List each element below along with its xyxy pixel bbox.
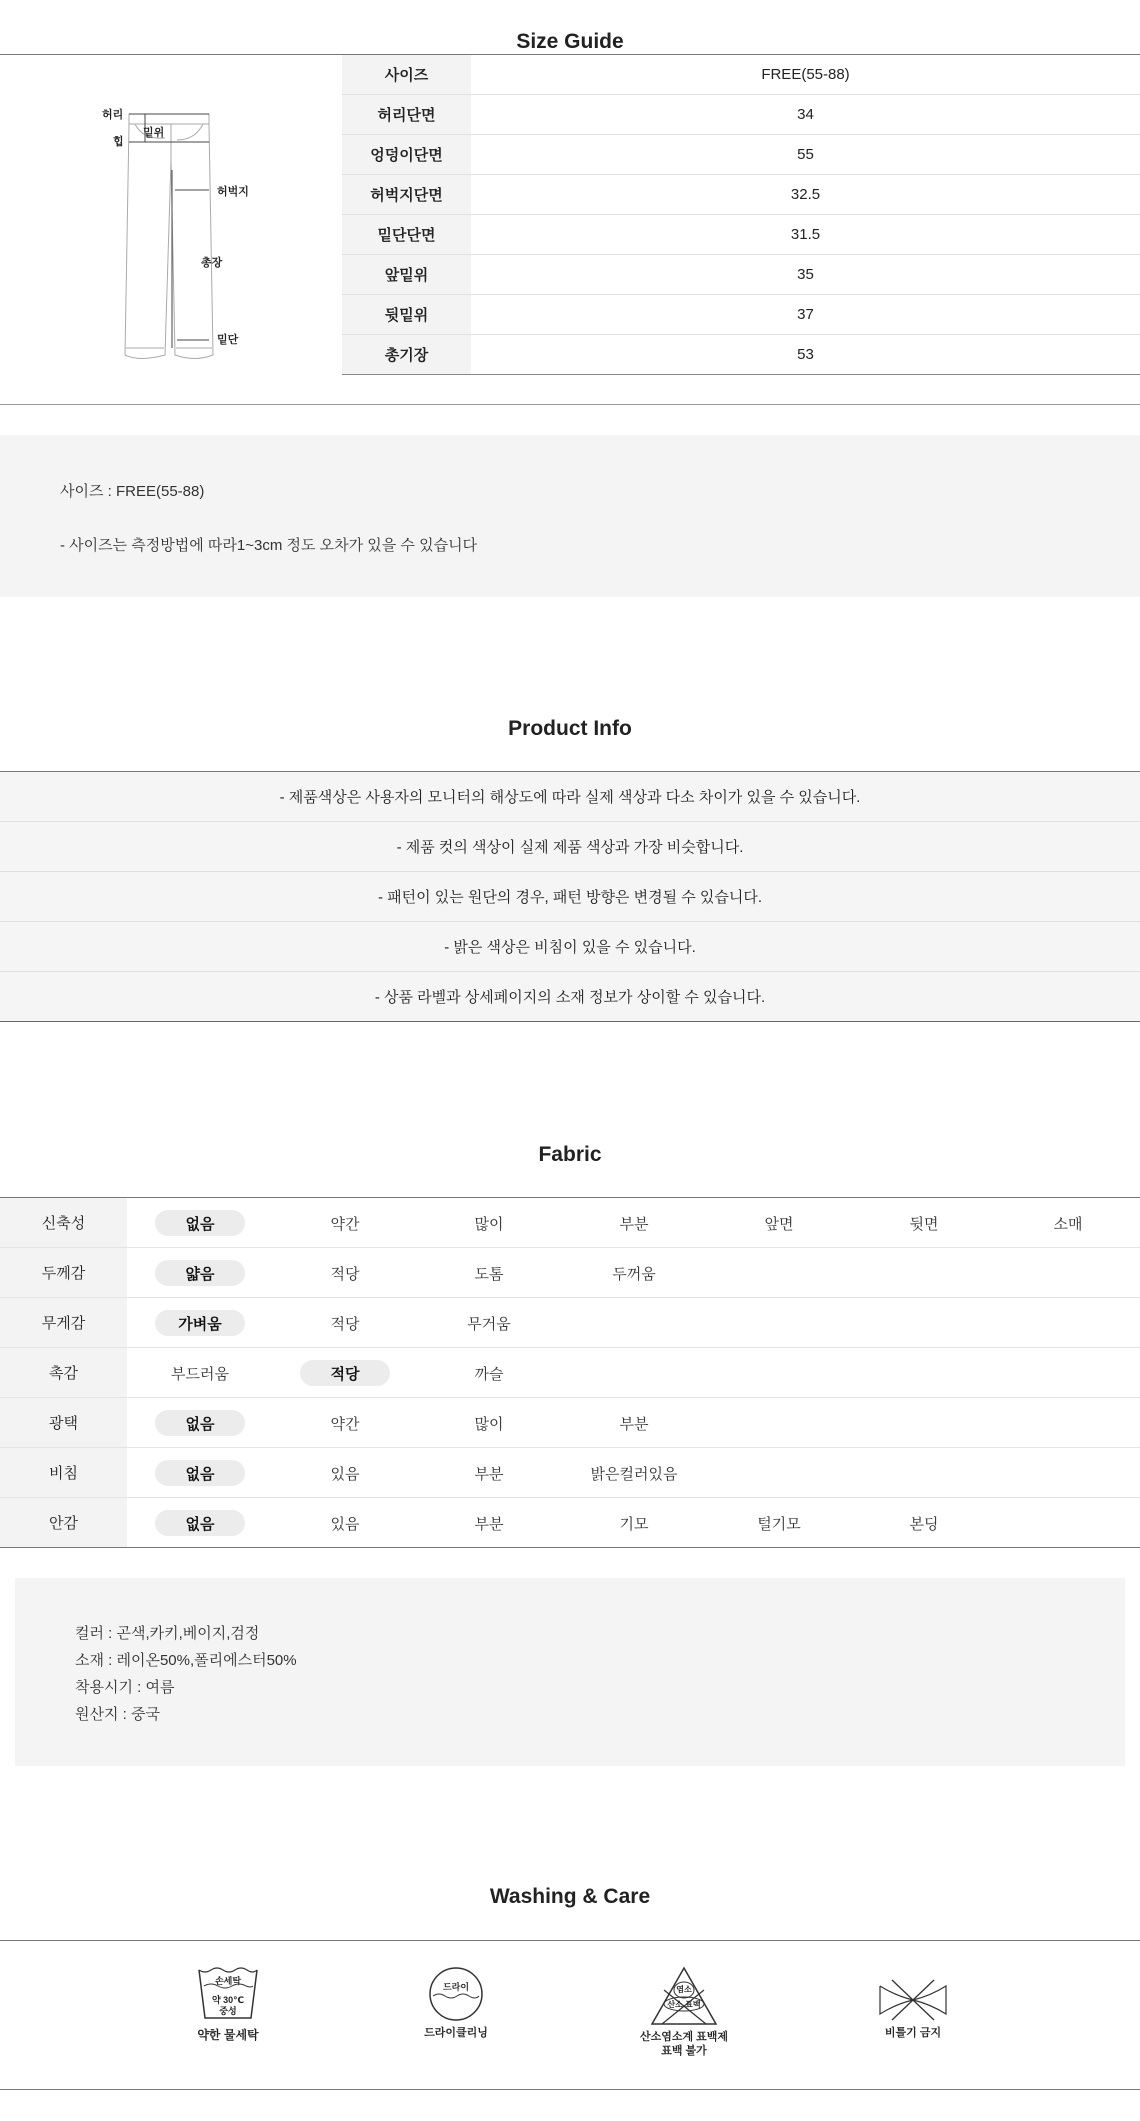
- size-notice-box: [0, 435, 1140, 597]
- diagram-label-hem: 밑단: [217, 334, 239, 346]
- no-wring-icon: [878, 1978, 948, 2022]
- fabric-option: 약간: [330, 1415, 360, 1433]
- fabric-option: 부분: [619, 1415, 649, 1433]
- washing-bottom-divider: [0, 2089, 1140, 2090]
- fabric-option-selected: 가벼움: [155, 1310, 245, 1336]
- size-guide-bottom-divider: [0, 404, 1140, 405]
- size-row: [342, 135, 1140, 175]
- diagram-label-thigh: 허벅지: [217, 186, 249, 198]
- dryclean-icon-text: 드라이: [442, 1982, 470, 1992]
- fabric-option: 밝은컬러있음: [590, 1465, 678, 1483]
- size-row-label: 허벅지단면: [342, 175, 471, 215]
- product-info-line: - 밝은 색상은 비침이 있을 수 있습니다.: [0, 922, 1140, 972]
- fabric-row-label: 두께감: [0, 1248, 127, 1297]
- fabric-option: 많이: [474, 1415, 504, 1433]
- fabric-option: 많이: [474, 1215, 504, 1233]
- fabric-option: 있음: [330, 1465, 360, 1483]
- wash-label-line1: 산소염소계 표백제: [639, 2031, 729, 2043]
- fabric-row: [0, 1498, 1140, 1547]
- size-row-value: 31.5: [471, 215, 1140, 255]
- fabric-option: 털기모: [757, 1515, 801, 1533]
- size-row-value: 35: [471, 255, 1140, 295]
- fabric-option: 도톰: [474, 1265, 504, 1283]
- fabric-option: 앞면: [764, 1215, 794, 1233]
- fabric-option-selected: 적당: [300, 1360, 390, 1386]
- wash-item-dryclean: [376, 1966, 536, 2040]
- size-row: [342, 175, 1140, 215]
- washing-title: Washing & Care: [489, 1885, 651, 1908]
- size-row: [342, 55, 1140, 95]
- fabric-details-box: [15, 1578, 1125, 1766]
- size-row-value: FREE(55-88): [471, 55, 1140, 95]
- size-row: [342, 295, 1140, 335]
- fabric-row-label: 무게감: [0, 1298, 127, 1347]
- diagram-label-waist: 허리: [102, 109, 124, 121]
- size-row-label: 엉덩이단면: [342, 135, 471, 175]
- fabric-option: 까슬: [474, 1365, 504, 1383]
- fabric-option-selected: 없음: [155, 1210, 245, 1236]
- size-row-label: 허리단면: [342, 95, 471, 135]
- detail-season: 착용시기 : 여름: [75, 1679, 175, 1696]
- size-row: [342, 255, 1140, 295]
- fabric-option: 부분: [474, 1465, 504, 1483]
- diagram-label-length: 총장: [201, 257, 223, 269]
- fabric-option: 두꺼움: [612, 1265, 656, 1283]
- size-row-value: 37: [471, 295, 1140, 335]
- product-info-line: - 상품 라벨과 상세페이지의 소재 정보가 상이할 수 있습니다.: [0, 972, 1140, 1022]
- fabric-row: [0, 1298, 1140, 1348]
- fabric-option: 있음: [330, 1515, 360, 1533]
- fabric-row-label: 신축성: [0, 1198, 127, 1247]
- fabric-bottom-divider: [0, 1547, 1140, 1548]
- product-info-title: Product Info: [508, 717, 632, 740]
- fabric-title: Fabric: [538, 1143, 602, 1166]
- handwash-icon-temp: 약 30℃: [211, 1995, 245, 2005]
- size-row-label: 사이즈: [342, 55, 471, 95]
- fabric-row-label: 안감: [0, 1498, 127, 1547]
- fabric-option-selected: 없음: [155, 1410, 245, 1436]
- diagram-label-rise: 밑위: [143, 127, 165, 139]
- size-row-value: 32.5: [471, 175, 1140, 215]
- wash-label-line2: 표백 불가: [661, 2045, 707, 2057]
- size-row-label: 앞밑위: [342, 255, 471, 295]
- fabric-option-selected: 없음: [155, 1510, 245, 1536]
- wash-label: 드라이클리닝: [424, 2027, 488, 2039]
- fabric-option: 적당: [330, 1265, 360, 1283]
- fabric-option-selected: 없음: [155, 1460, 245, 1486]
- fabric-row: [0, 1398, 1140, 1448]
- fabric-option: 적당: [330, 1315, 360, 1333]
- fabric-option-selected: 얇음: [155, 1260, 245, 1286]
- product-info-line: - 제품 컷의 색상이 실제 제품 색상과 가장 비슷합니다.: [0, 822, 1140, 872]
- size-row-label: 뒷밑위: [342, 295, 471, 335]
- size-table: [342, 55, 1140, 375]
- fabric-row: [0, 1198, 1140, 1248]
- fabric-row-label: 광택: [0, 1398, 127, 1447]
- diagram-label-hip: 힙: [113, 136, 124, 148]
- size-row: [342, 95, 1140, 135]
- no-bleach-icon: [650, 1966, 718, 2026]
- size-row-value: 53: [471, 335, 1140, 375]
- wash-item-handwash: [148, 1966, 308, 2042]
- fabric-row: [0, 1248, 1140, 1298]
- detail-color: 컬러 : 곤색,카키,베이지,검정: [75, 1625, 260, 1642]
- fabric-option: 소매: [1053, 1215, 1083, 1233]
- fabric-option: 기모: [619, 1515, 649, 1533]
- wash-item-nowring: [833, 1966, 993, 2040]
- handwash-icon-sub: 중성: [219, 2006, 237, 2016]
- dry-clean-icon: [427, 1966, 485, 2022]
- size-notice-size: 사이즈 : FREE(55-88): [60, 483, 205, 500]
- fabric-row: [0, 1348, 1140, 1398]
- size-row-label: 밑단단면: [342, 215, 471, 255]
- nobleach-icon-sub: 산소 표백: [667, 2000, 701, 2009]
- fabric-row-label: 비침: [0, 1448, 127, 1497]
- washing-top-divider: [0, 1940, 1140, 1941]
- nobleach-icon-top: 염소: [676, 1985, 692, 1994]
- product-info-line: - 제품색상은 사용자의 모니터의 해상도에 따라 실제 색상과 다소 차이가 있을 수 있습니다.: [0, 772, 1140, 822]
- detail-material: 소재 : 레이온50%,폴리에스터50%: [75, 1652, 297, 1669]
- size-row-label: 총기장: [342, 335, 471, 375]
- hand-wash-icon: [197, 1966, 259, 2024]
- fabric-option: 뒷면: [909, 1215, 939, 1233]
- size-row-value: 55: [471, 135, 1140, 175]
- fabric-option: 본딩: [909, 1515, 939, 1533]
- fabric-option: 부분: [619, 1215, 649, 1233]
- fabric-option: 부분: [474, 1515, 504, 1533]
- wash-item-nobleach: [604, 1966, 764, 2058]
- product-info-line: - 패턴이 있는 원단의 경우, 패턴 방향은 변경될 수 있습니다.: [0, 872, 1140, 922]
- fabric-table: [0, 1198, 1140, 1548]
- fabric-option: 무거움: [467, 1315, 511, 1333]
- fabric-row: [0, 1448, 1140, 1498]
- size-guide-title: Size Guide: [516, 30, 624, 53]
- size-row: [342, 335, 1140, 375]
- fabric-option: 약간: [330, 1215, 360, 1233]
- fabric-option: 부드러움: [171, 1365, 229, 1383]
- handwash-icon-text: 손세탁: [214, 1976, 242, 1986]
- wash-label: 비틀기 금지: [884, 2027, 942, 2039]
- wash-label: 약한 물세탁: [197, 2028, 259, 2042]
- size-notice-tolerance: - 사이즈는 측정방법에 따라1~3cm 정도 오차가 있을 수 있습니다: [60, 537, 478, 554]
- size-row-value: 34: [471, 95, 1140, 135]
- detail-origin: 원산지 : 중국: [75, 1706, 160, 1723]
- size-row: [342, 215, 1140, 255]
- fabric-row-label: 촉감: [0, 1348, 127, 1397]
